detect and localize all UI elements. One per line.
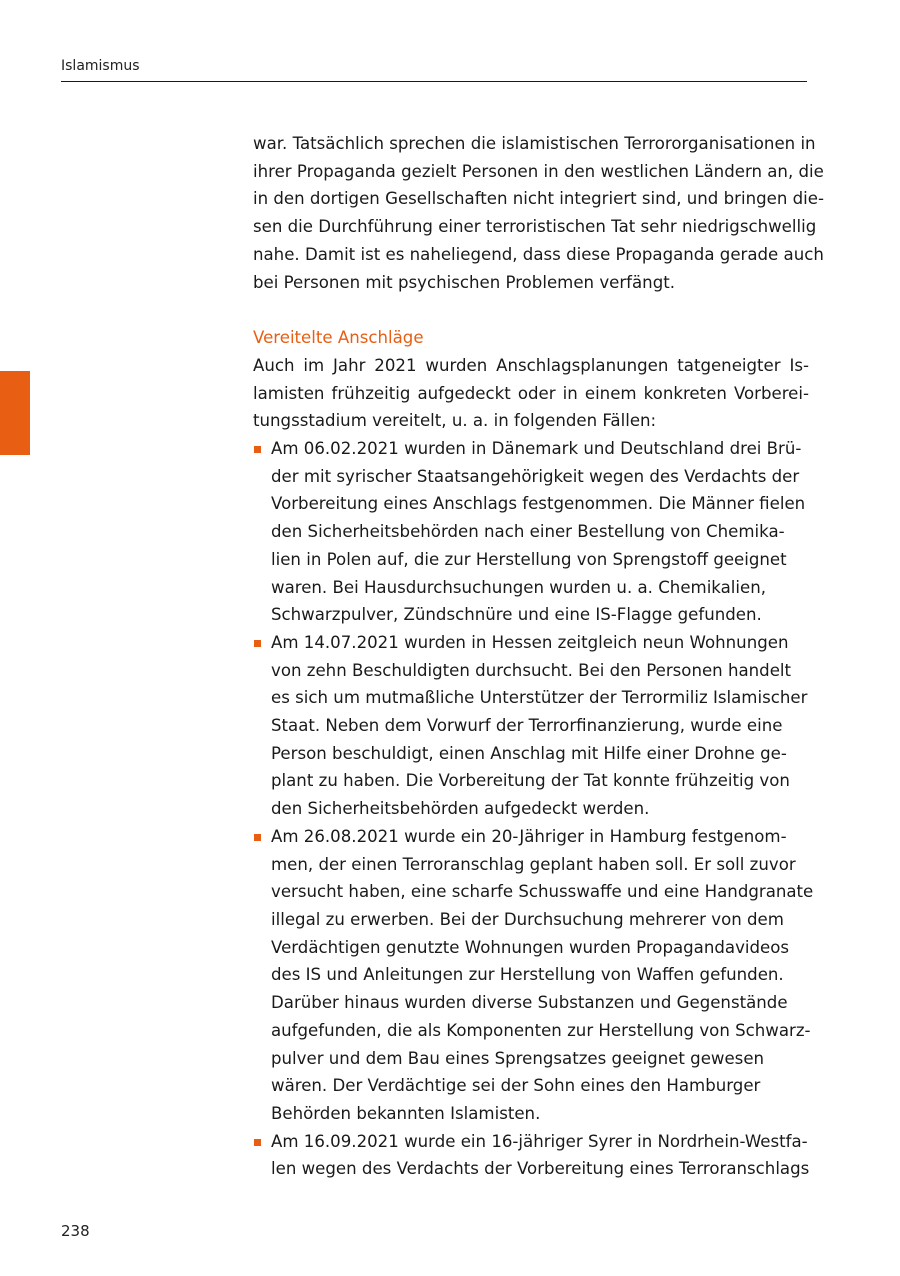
text-line: illegal zu erwerben. Bei der Durchsuchung mehrerer von dem (271, 909, 784, 929)
square-bullet-icon (254, 834, 261, 841)
square-bullet-icon (254, 640, 261, 647)
text-line: Darüber hinaus wurden diverse Substanzen und Gegenstände (271, 993, 788, 1013)
paragraph-gap (253, 296, 809, 324)
text-line: von zehn Beschuldigten durchsucht. Bei den Personen handelt (271, 660, 792, 680)
list-item (253, 435, 809, 629)
text-line: waren. Bei Hausdurchsuchungen wurden u. a. Chemikalien, (271, 577, 767, 597)
text-line: tungsstadium vereitelt, u. a. in folgenden Fällen: (253, 411, 657, 431)
header-rule (61, 81, 807, 82)
text-line: Staat. Neben dem Vorwurf der Terrorfinanzierung, wurde eine (271, 716, 783, 736)
chapter-side-tab (0, 371, 30, 455)
text-line: wären. Der Verdächtige sei der Sohn eines den Hamburger (271, 1076, 761, 1096)
text-line: den Sicherheitsbehörden aufgedeckt werden. (271, 799, 650, 819)
list-item (253, 629, 809, 823)
running-head: Islamismus (61, 58, 140, 74)
text-line: len wegen des Verdachts der Vorbereitung eines Terroranschlags (271, 1159, 810, 1179)
text-line: lien in Polen auf, die zur Herstellung von Sprengstoff geeignet (271, 549, 787, 569)
text-line: Am 14.07.2021 wurden in Hessen zeitgleich neun Wohnungen (271, 632, 789, 652)
text-line: in den dortigen Gesellschaften nicht integriert sind, und bringen die- (253, 189, 824, 209)
square-bullet-icon (254, 446, 261, 453)
text-line: pulver und dem Bau eines Sprengsatzes geeignet gewesen (271, 1048, 765, 1068)
text-line: men, der einen Terroranschlag geplant haben soll. Er soll zuvor (271, 854, 796, 874)
text-line: den Sicherheitsbehörden nach einer Bestellung von Chemika- (271, 522, 785, 542)
list-item (253, 823, 814, 1128)
text-line: Am 16.09.2021 wurde ein 16-jähriger Syrer in Nordrhein-Westfa- (271, 1131, 808, 1151)
text-line: Verdächtigen genutzte Wohnungen wurden Propagandavideos (271, 937, 790, 957)
main-text (253, 130, 824, 1183)
text-line: ihrer Propaganda gezielt Personen in den westlichen Ländern an, die (253, 161, 824, 181)
section-intro-paragraph (253, 352, 809, 435)
intro-paragraph (253, 130, 824, 296)
text-line: Auch im Jahr 2021 wurden Anschlagsplanungen tatgeneigter Is- (253, 355, 809, 375)
section-heading: Vereitelte Anschläge (253, 328, 424, 348)
text-line: Behörden bekannten Islamisten. (271, 1103, 541, 1123)
text-line: nahe. Damit ist es naheliegend, dass diese Propaganda gerade auch (253, 244, 824, 264)
text-line: Vorbereitung eines Anschlags festgenommen. Die Männer fielen (271, 494, 806, 514)
square-bullet-icon (254, 1139, 261, 1146)
list-item (253, 1128, 809, 1183)
text-line: sen die Durchführung einer terroristischen Tat sehr niedrigschwellig (253, 217, 817, 237)
text-line: aufgefunden, die als Komponenten zur Herstellung von Schwarz- (271, 1020, 811, 1040)
text-line: Am 06.02.2021 wurden in Dänemark und Deutschland drei Brü- (271, 439, 802, 459)
text-line: versucht haben, eine scharfe Schusswaffe und eine Handgranate (271, 882, 814, 902)
text-line: war. Tatsächlich sprechen die islamistischen Terrororganisationen in (253, 134, 816, 153)
text-line: der mit syrischer Staatsangehörigkeit wegen des Verdachts der (271, 466, 800, 486)
text-line: bei Personen mit psychischen Problemen verfängt. (253, 272, 676, 292)
text-line: Person beschuldigt, einen Anschlag mit Hilfe einer Drohne ge- (271, 743, 787, 763)
text-line: es sich um mutmaßliche Unterstützer der Terrormiliz Islamischer (271, 688, 808, 708)
text-line: plant zu haben. Die Vorbereitung der Tat konnte frühzeitig von (271, 771, 790, 791)
text-line: Am 26.08.2021 wurde ein 20-Jähriger in Hamburg festgenom- (271, 826, 787, 846)
text-line: Schwarzpulver, Zündschnüre und eine IS-Flagge gefunden. (271, 605, 762, 625)
text-line: lamisten frühzeitig aufgedeckt oder in einem konkreten Vorberei- (253, 383, 809, 403)
page-number: 238 (61, 1222, 90, 1240)
case-list (253, 435, 814, 1183)
text-line: des IS und Anleitungen zur Herstellung von Waffen gefunden. (271, 965, 784, 985)
